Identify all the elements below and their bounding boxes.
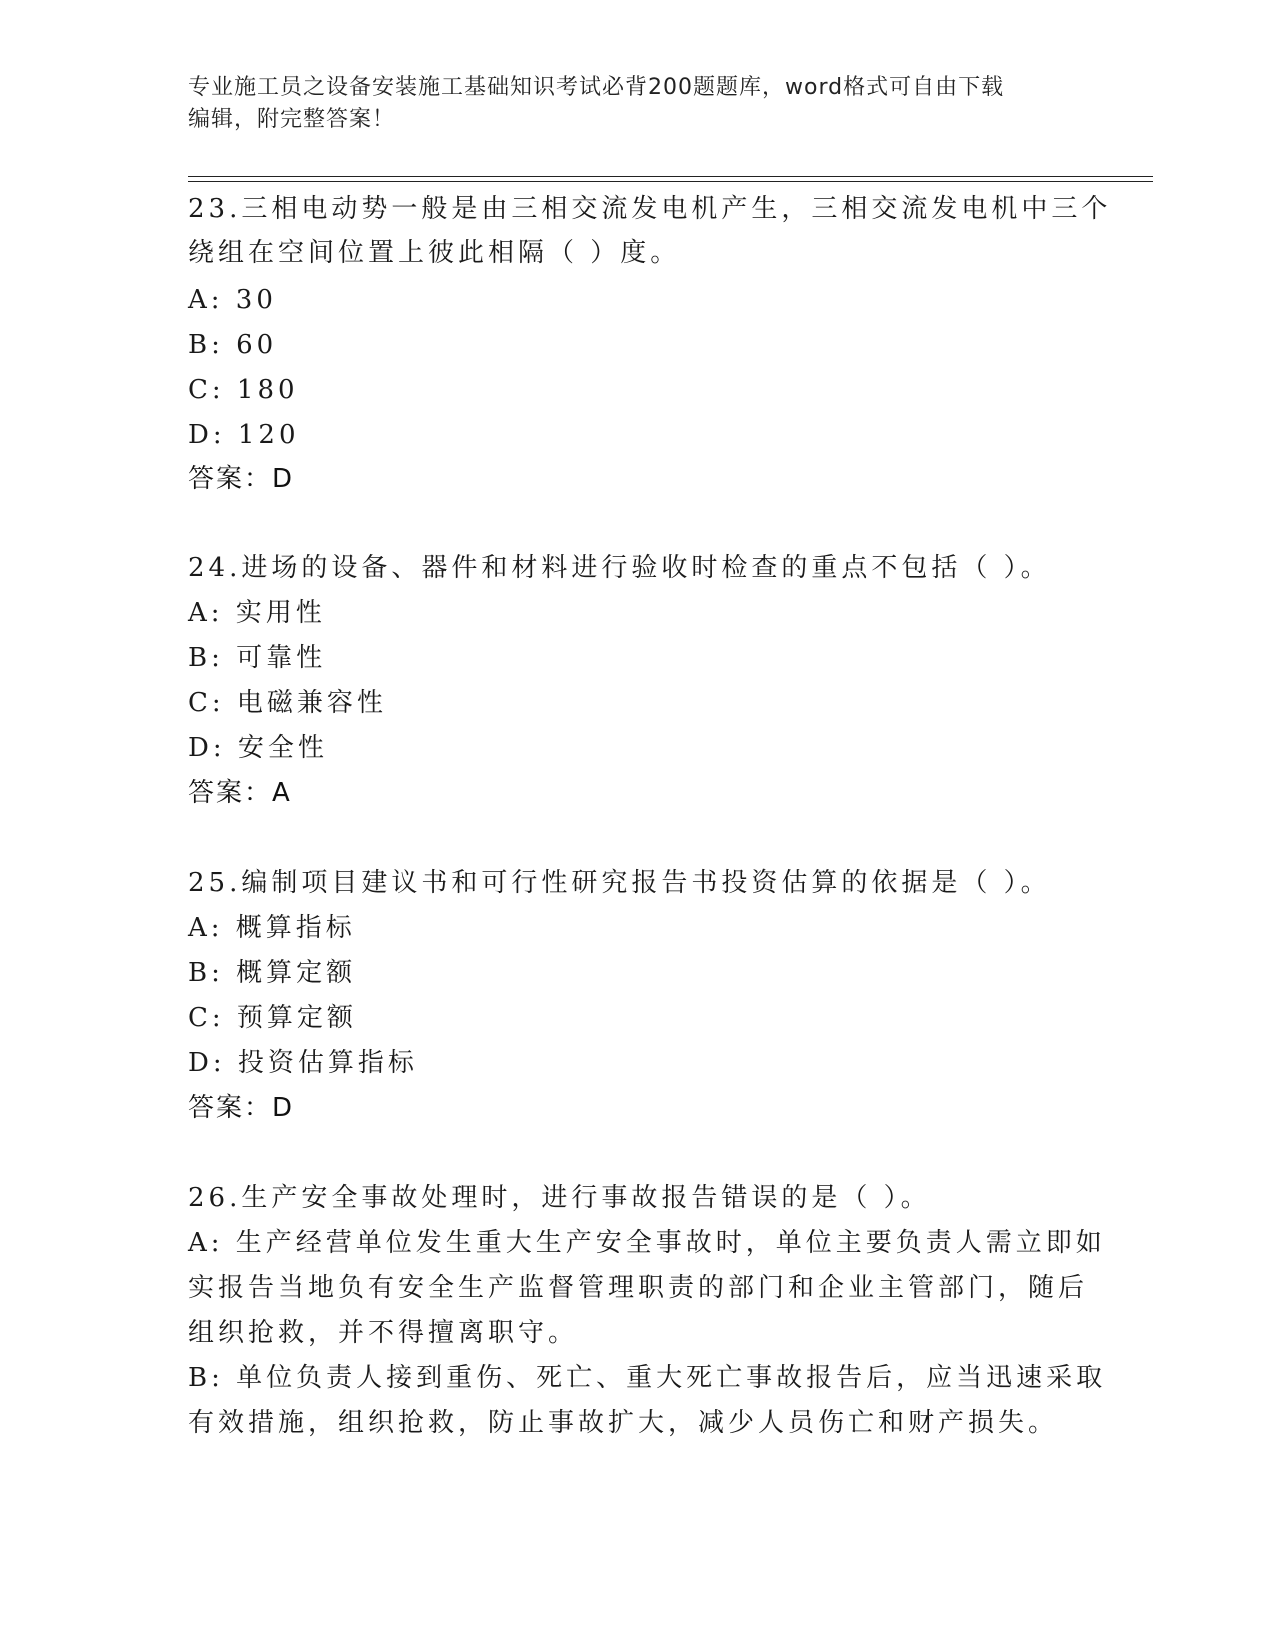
header-line-1: 专业施工员之设备安装施工基础知识考试必背200题题库，word格式可自由下载	[188, 75, 1005, 100]
header-divider-top	[188, 176, 1153, 177]
question-24-option-a: A: 实用性	[188, 598, 326, 628]
question-23-option-b: B: 60	[188, 330, 278, 360]
question-25-option-b: B: 概算定额	[188, 958, 357, 988]
question-26-option-a-line-1: A: 生产经营单位发生重大生产安全事故时，单位主要负责人需立即如	[188, 1228, 1106, 1258]
question-23-stem-line-2: 绕组在空间位置上彼此相隔（ ）度。	[188, 238, 681, 268]
question-25-option-d: D: 投资估算指标	[188, 1048, 418, 1078]
question-23-option-c: C: 180	[188, 375, 299, 405]
question-26-option-a-line-3: 组织抢救，并不得擅离职守。	[188, 1318, 579, 1348]
question-23-option-a: A: 30	[188, 285, 277, 315]
header-line-2: 编辑，附完整答案！	[188, 107, 396, 132]
question-26-option-b-line-2: 有效措施，组织抢救，防止事故扩大，减少人员伤亡和财产损失。	[188, 1408, 1059, 1438]
document-header	[188, 72, 1068, 136]
question-26-option-b-line-1: B: 单位负责人接到重伤、死亡、重大死亡事故报告后，应当迅速采取	[188, 1363, 1107, 1393]
question-24-option-c: C: 电磁兼容性	[188, 688, 387, 718]
question-24-stem-line-1: 24.进场的设备、器件和材料进行验收时检查的重点不包括（ ）。	[188, 553, 1051, 583]
question-25-answer: 答案：D	[188, 1093, 295, 1123]
question-26-option-a-line-2: 实报告当地负有安全生产监督管理职责的部门和企业主管部门，随后	[188, 1273, 1089, 1303]
question-25-option-a: A: 概算指标	[188, 913, 356, 943]
question-23-stem-line-1: 23.三相电动势一般是由三相交流发电机产生，三相交流发电机中三个	[188, 194, 1112, 224]
question-25-option-c: C: 预算定额	[188, 1003, 357, 1033]
question-23-answer: 答案：D	[188, 464, 295, 494]
question-26-stem-line-1: 26.生产安全事故处理时，进行事故报告错误的是（ ）。	[188, 1183, 931, 1213]
question-24-option-b: B: 可靠性	[188, 643, 327, 673]
question-24-option-d: D: 安全性	[188, 733, 328, 763]
question-25-stem-line-1: 25.编制项目建议书和可行性研究报告书投资估算的依据是（ ）。	[188, 868, 1051, 898]
header-divider-bottom	[188, 181, 1153, 182]
question-23-option-d: D: 120	[188, 420, 300, 450]
question-24-answer: 答案：A	[188, 778, 292, 808]
